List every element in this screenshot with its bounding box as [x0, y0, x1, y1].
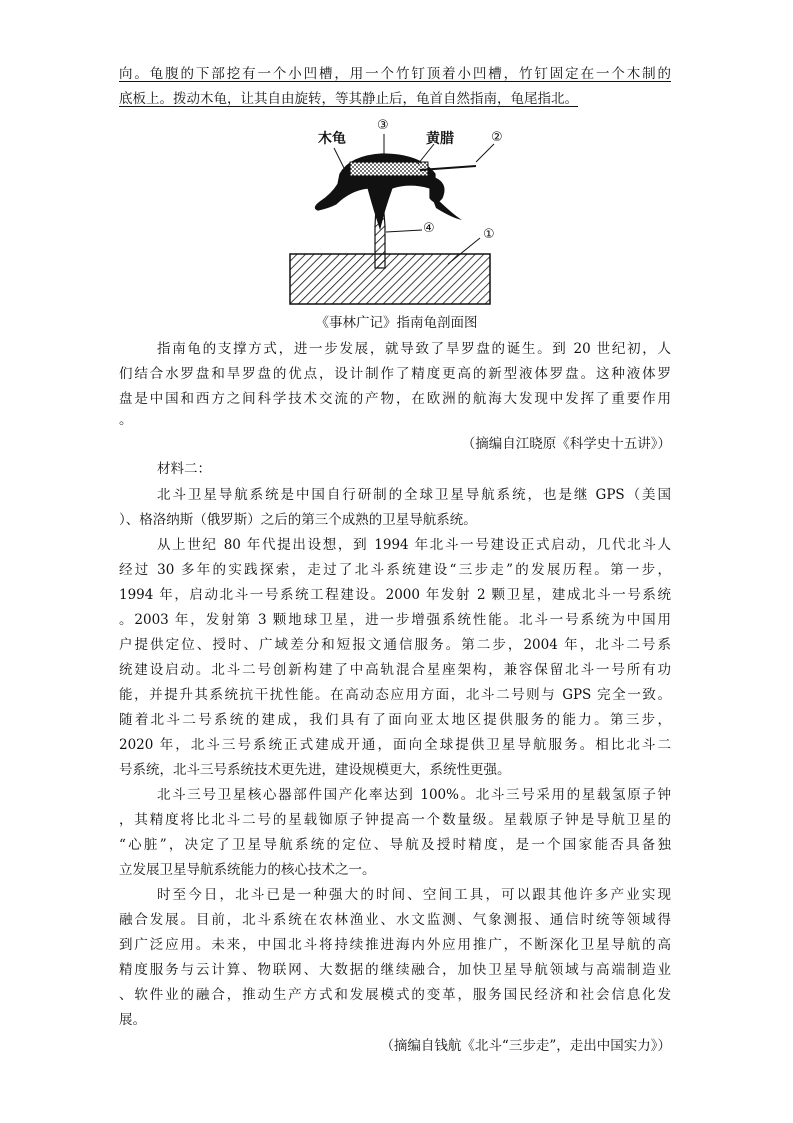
- cross-section-diagram: [280, 118, 510, 308]
- wax-chamber: [350, 162, 428, 176]
- text-line: 。2003 年，发射第 3 颗地球卫星，进一步增强系统性能。北斗一号系统为中国用: [119, 612, 671, 628]
- text-line: 们结合水罗盘和旱罗盘的优点，设计制作了精度更高的新型液体罗盘。这种液体罗: [119, 366, 671, 382]
- text-line: ）、格洛纳斯（俄罗斯）之后的第三个成熟的卫星导航系统。: [119, 512, 477, 528]
- text-line: 融合发展。目前，北斗系统在农林渔业、水文监测、气象测报、通信时统等领域得: [119, 912, 671, 928]
- text-line: 到广泛应用。未来，中国北斗将持续推进海内外应用推广，不断深化卫星导航的高: [119, 937, 671, 953]
- text-line: 精度服务与云计算、物联网、大数据的继续融合，加快卫星导航领域与高端制造业: [119, 962, 671, 978]
- text-line: 北斗三号卫星核心器部件国产化率达到 100%。北斗三号采用的星载氢原子钟: [157, 787, 671, 803]
- text-line: 北斗卫星导航系统是中国自行研制的全球卫星导航系统，也是继 GPS（美国: [157, 487, 671, 503]
- label-yellow-wax: 黄腊: [426, 131, 454, 147]
- marker-1: ①: [483, 227, 495, 242]
- text-line: ，其精度将比北斗二号的星载铷原子钟提高一个数量级。星载原子钟是导航卫星的: [119, 812, 671, 828]
- text-line: 展。: [119, 1012, 146, 1028]
- text-line: 随着北斗二号系统的建成，我们具有了面向亚太地区提供服务的能力。第三步，: [119, 712, 671, 728]
- text-line: 向。龟腹的下部挖有一个小凹槽，用一个竹钉顶着小凹槽，竹钉固定在一个木制的: [119, 66, 671, 82]
- wooden-base: [290, 254, 490, 304]
- source-citation: （摘编自江晓原《科学史十五讲》）: [461, 436, 671, 452]
- marker-4: ④: [423, 221, 435, 236]
- text-line: 时至今日，北斗已是一种强大的时间、空间工具，可以跟其他许多产业实现: [157, 887, 671, 903]
- section-heading: 材料二：: [157, 461, 211, 477]
- text-line: 统建设启动。北斗二号创新构建了中高轨混合星座架构，兼容保留北斗一号所有功: [119, 662, 671, 678]
- text-line: 1994 年，启动北斗一号系统工程建设。2000 年发射 2 颗卫星，建成北斗一号系统: [119, 587, 671, 603]
- text-line: 2020 年，北斗三号系统正式建成开通，面向全球提供卫星导航服务。相比北斗二: [119, 737, 671, 753]
- text-line: “心脏”，决定了卫星导航系统的定位、导航及授时精度，是一个国家能否具备独: [119, 837, 671, 853]
- text-line: 盘是中国和西方之间科学技术交流的产物，在欧洲的航海大发现中发挥了重要作用: [119, 391, 671, 407]
- text-line: 、软件业的融合，推动生产方式和发展模式的变革，服务国民经济和社会信息化发: [119, 987, 671, 1003]
- text-line: 底板上。拨动木龟，让其自由旋转，等其静止后，龟首自然指南，龟尾指北。: [119, 91, 578, 107]
- compass-turtle-figure: [280, 118, 510, 308]
- text-line: 能，并提升其系统抗干扰性能。在高动态应用方面，北斗二号则与 GPS 完全一致。: [119, 687, 671, 703]
- text-line: 号系统，北斗三号系统技术更先进，建设规模更大，系统性更强。: [119, 762, 511, 778]
- figure-caption: 《事林广记》指南龟剖面图: [315, 315, 478, 331]
- text-line: 立发展卫星导航系统能力的核心技术之一。: [119, 862, 376, 878]
- marker-2: ②: [491, 130, 503, 145]
- text-line: 经过 30 多年的实践探索，走过了北斗系统建设“三步走”的发展历程。第一步，: [119, 562, 671, 578]
- text-line: 从上世纪 80 年代提出设想，到 1994 年北斗一号建设正式启动，几代北斗人: [157, 537, 671, 553]
- marker-3: ③: [377, 118, 389, 133]
- text-line: 。: [119, 412, 133, 428]
- text-line: 指南龟的支撑方式，进一步发展，就导致了旱罗盘的诞生。到 20 世纪初，人: [157, 341, 671, 357]
- source-citation: （摘编自钱航《北斗“三步走”，走出中国实力》）: [380, 1038, 671, 1054]
- label-wooden-turtle: 木龟: [318, 131, 346, 147]
- text-line: 户提供定位、授时、广域差分和短报文通信服务。第二步，2004 年，北斗二号系: [119, 637, 671, 653]
